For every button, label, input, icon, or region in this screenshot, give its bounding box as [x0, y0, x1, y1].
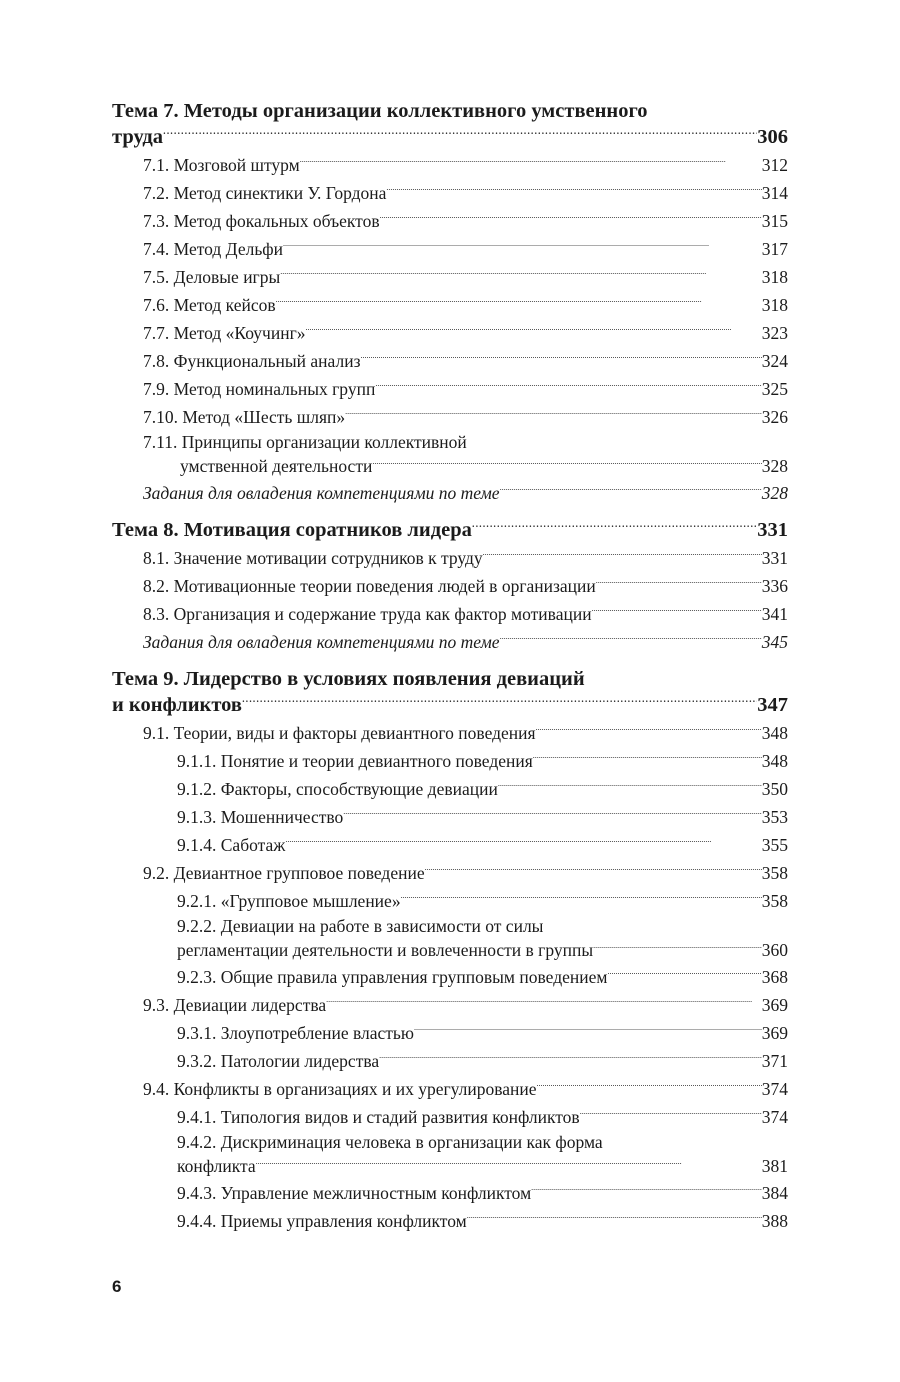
toc-entry[interactable]: [112, 403, 788, 431]
page-number: 358: [761, 863, 788, 883]
entry-label: 9.2.3. Общие правила управления групповым поведением: [177, 967, 608, 987]
page-number: 323: [761, 323, 788, 343]
entry-label-line: умственной деятельности: [180, 456, 373, 476]
page-number: 348: [761, 751, 788, 771]
entry-label: 7.1. Мозговой штурм: [143, 155, 300, 175]
entry-label: 7.4. Метод Дельфи: [143, 239, 283, 259]
entry-label: 7.8. Функциональный анализ: [143, 351, 361, 371]
page-number: 328: [761, 456, 788, 476]
entry-label: 8.1. Значение мотивации сотрудников к труду: [143, 548, 483, 568]
topic-title-line: и конфликтов: [112, 694, 242, 716]
page-number: 315: [761, 211, 788, 231]
entry-label: 9.2. Девиантное групповое поведение: [143, 863, 425, 883]
entry-label-line: регламентации деятельности и вовлеченности в группы: [177, 940, 594, 960]
page-number: 345: [761, 632, 788, 652]
table-of-contents: [112, 98, 788, 1235]
page-number: 336: [761, 576, 788, 596]
page-number: 348: [761, 723, 788, 743]
dot-leader: [345, 394, 762, 426]
entry-label: 9.1. Теории, виды и факторы девиантного поведения: [143, 723, 536, 743]
page-number: 371: [761, 1051, 788, 1071]
page-number: 326: [761, 407, 788, 427]
entry-label: 9.2.1. «Групповое мышление»: [177, 891, 401, 911]
entry-label-line: 7.11. Принципы организации коллективной: [143, 432, 467, 452]
page-number: 306: [757, 126, 788, 148]
page-footer-number: 6: [112, 1277, 122, 1296]
page-number: 324: [761, 351, 788, 371]
page-number: 384: [761, 1183, 788, 1203]
page-number: 317: [761, 239, 788, 259]
entry-label: Задания для овладения компетенциями по теме: [143, 483, 500, 503]
page-number: 341: [761, 604, 788, 624]
entry-label: 9.1.4. Саботаж: [177, 835, 286, 855]
dot-leader: [467, 1198, 762, 1230]
entry-label-line: 9.4.2. Дискриминация человека в организации как форма: [177, 1132, 603, 1152]
dot-leader: [500, 619, 762, 651]
page-number: 381: [761, 1156, 788, 1176]
entry-label: 9.1.3. Мошенничество: [177, 807, 344, 827]
entry-label: 8.2. Мотивационные теории поведения людей в организации: [143, 576, 596, 596]
entry-label: 7.5. Деловые игры: [143, 267, 281, 287]
toc-entry[interactable]: [112, 887, 788, 915]
entry-label: 7.9. Метод номинальных групп: [143, 379, 376, 399]
entry-label: 9.4.1. Типология видов и стадий развития конфликтов: [177, 1107, 580, 1127]
page-number: 360: [761, 940, 788, 960]
entry-label: 7.10. Метод «Шесть шляп»: [143, 407, 346, 427]
topic-8-items: [112, 544, 788, 628]
entry-label: 9.4. Конфликты в организациях и их урегулирование: [143, 1079, 537, 1099]
entry-label: 9.3.1. Злоупотребление властью: [177, 1023, 414, 1043]
page-number: 328: [761, 483, 788, 503]
topic-title-line: Тема 9. Лидерство в условиях появления девиаций: [112, 668, 585, 690]
entry-label: 7.6. Метод кейсов: [143, 295, 276, 315]
page-number: 350: [761, 779, 788, 799]
entry-label: 7.2. Метод синектики У. Гордона: [143, 183, 387, 203]
page-number: 369: [761, 1023, 788, 1043]
dot-leader: [472, 508, 757, 538]
entry-label: Задания для овладения компетенциями по теме: [143, 632, 500, 652]
page-number: 368: [761, 967, 788, 987]
entry-label: 9.3. Девиации лидерства: [143, 995, 327, 1015]
dot-leader: [401, 878, 762, 910]
entry-label-line: конфликта: [177, 1156, 256, 1176]
entry-label: 8.3. Организация и содержание труда как фактор мотивации: [143, 604, 592, 624]
page-number: 355: [761, 835, 788, 855]
entry-label-line: 9.2.2. Девиации на работе в зависимости от силы: [177, 916, 544, 936]
toc-entry-tasks[interactable]: [112, 479, 788, 507]
page-number: 331: [757, 519, 788, 541]
toc-entry[interactable]: [112, 1207, 788, 1235]
dot-leader: [580, 1094, 762, 1126]
page-number: 331: [761, 548, 788, 568]
page-number: 318: [761, 295, 788, 315]
topic-title-line: труда: [112, 126, 164, 148]
entry-label: 9.1.2. Факторы, способствующие девиации: [177, 779, 498, 799]
entry-label: 9.1.1. Понятие и теории девиантного поведения: [177, 751, 533, 771]
page-number: 388: [761, 1211, 788, 1231]
page-number: 347: [757, 694, 788, 716]
topic-title-line: Тема 7. Методы организации коллективного умственного: [112, 100, 648, 122]
entry-label: 7.3. Метод фокальных объектов: [143, 211, 380, 231]
page-number: 312: [761, 155, 788, 175]
dot-leader: [242, 683, 757, 713]
page-number: 374: [761, 1079, 788, 1099]
topic-title-line: Тема 8. Мотивация соратников лидера: [112, 519, 472, 541]
page-number: 314: [761, 183, 788, 203]
entry-label: 9.3.2. Патологии лидерства: [177, 1051, 380, 1071]
dot-leader: [163, 115, 757, 145]
entry-label: 9.4.4. Приемы управления конфликтом: [177, 1211, 467, 1231]
page-number: 318: [761, 267, 788, 287]
page-number: 374: [761, 1107, 788, 1127]
page-number: 358: [761, 891, 788, 911]
page-number: 353: [761, 807, 788, 827]
page-number: 369: [761, 995, 788, 1015]
entry-label: 7.7. Метод «Коучинг»: [143, 323, 306, 343]
dot-leader: [500, 470, 762, 502]
toc-entry[interactable]: [112, 1103, 788, 1131]
topic-7-items: [112, 151, 788, 431]
page-number: 325: [761, 379, 788, 399]
entry-label: 9.4.3. Управление межличностным конфликтом: [177, 1183, 532, 1203]
toc-entry-tasks[interactable]: [112, 628, 788, 656]
